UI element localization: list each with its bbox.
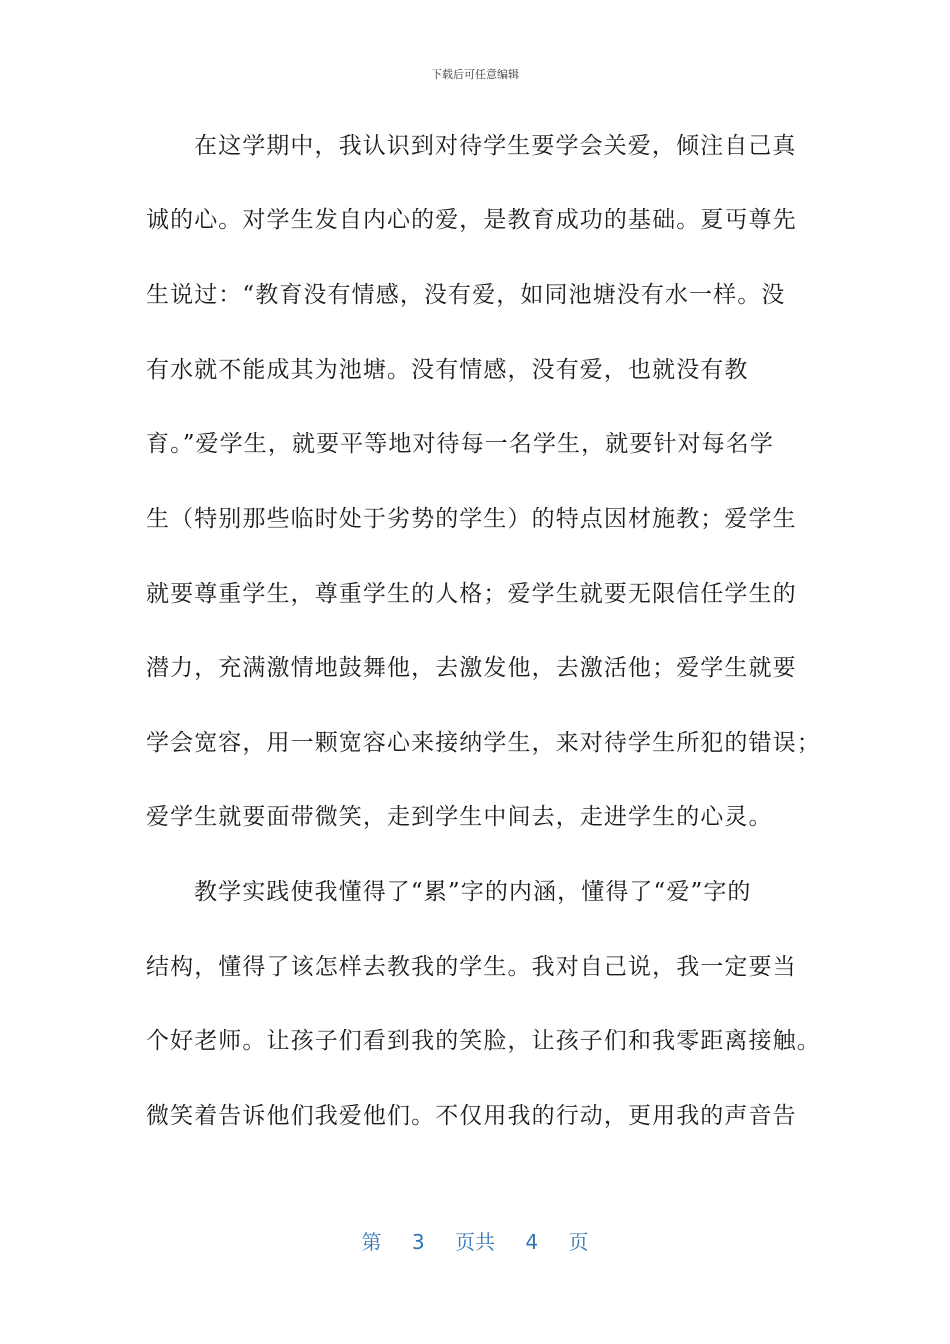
paragraph-line: 在这学期中，我认识到对待学生要学会关爱，倾注自己真 xyxy=(194,133,797,159)
footer-prefix: 第 xyxy=(361,1230,382,1254)
paragraph-line: 诚的心。对学生发自内心的爱，是教育成功的基础。夏丏尊先 xyxy=(146,207,797,233)
paragraph-line: 潜力，充满激情地鼓舞他，去激发他，去激活他；爱学生就要 xyxy=(146,655,797,681)
footer-total-pages: 4 xyxy=(525,1230,539,1254)
paragraph-line: 结构，懂得了该怎样去教我的学生。我对自己说，我一定要当 xyxy=(146,954,797,980)
paragraph-line: 教学实践使我懂得了“累”字的内涵，懂得了“爱”字的 xyxy=(194,879,752,905)
paragraph-line: 就要尊重学生，尊重学生的人格；爱学生就要无限信任学生的 xyxy=(146,581,797,607)
paragraph-line: 生（特别那些临时处于劣势的学生）的特点因材施教；爱学生 xyxy=(146,506,797,532)
paragraph-line: 个好老师。让孩子们看到我的笑脸，让孩子们和我零距离接触。 xyxy=(146,1028,821,1054)
paragraph-line: 爱学生就要面带微笑，走到学生中间去，走进学生的心灵。 xyxy=(146,804,773,830)
footer-current-page: 3 xyxy=(411,1230,425,1254)
paragraph-line: 育。”爱学生，就要平等地对待每一名学生，就要针对每名学 xyxy=(146,431,774,457)
header-note: 下载后可任意编辑 xyxy=(431,68,519,81)
paragraph-line: 学会宽容，用一颗宽容心来接纳学生，来对待学生所犯的错误； xyxy=(146,730,821,756)
paragraph-line: 生说过：“教育没有情感，没有爱，如同池塘没有水一样。没 xyxy=(146,282,786,308)
page-footer xyxy=(0,1226,950,1255)
footer-middle: 页共 xyxy=(455,1230,495,1254)
paragraph-line: 有水就不能成其为池塘。没有情感，没有爱，也就没有教 xyxy=(146,357,749,383)
paragraph-line: 微笑着告诉他们我爱他们。不仅用我的行动，更用我的声音告 xyxy=(146,1103,797,1129)
footer-suffix: 页 xyxy=(568,1230,589,1254)
